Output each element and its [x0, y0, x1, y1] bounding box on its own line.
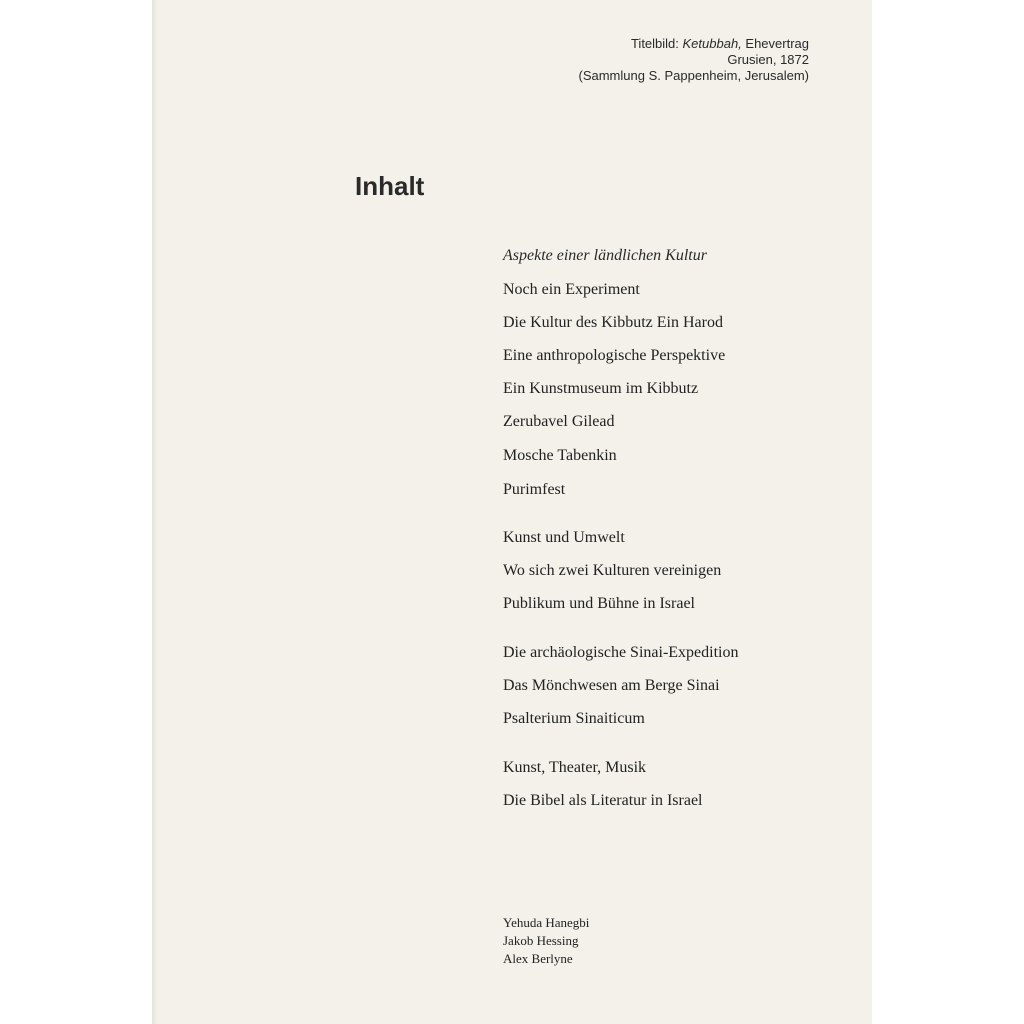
- caption-prefix: Titelbild:: [630, 36, 683, 51]
- toc-title: Kunst und Umwelt: [503, 529, 625, 546]
- toc-title: Ein Kunstmuseum im Kibbutz: [503, 380, 699, 397]
- toc-title: Kunst, Theater, Musik: [503, 759, 647, 776]
- toc-title: Das Mönchwesen am Berge Sinai: [503, 677, 720, 694]
- page-edge-shadow: [152, 0, 158, 1024]
- toc-title: Publikum und Bühne in Israel: [503, 595, 695, 612]
- toc-title: Eine anthropologische Perspektive: [503, 347, 726, 364]
- cover-caption: [579, 36, 810, 84]
- caption-line-3: (Sammlung S. Pappenheim, Jerusalem): [578, 68, 809, 83]
- page-title: Inhalt: [355, 171, 425, 201]
- toc-title: Die Bibel als Literatur in Israel: [503, 792, 703, 809]
- caption-line-2: Grusien, 1872: [727, 52, 809, 67]
- toc-title: Zerubavel Gilead: [503, 413, 615, 430]
- page: [152, 0, 872, 1024]
- caption-line-1: [579, 36, 810, 52]
- caption-italic: Ketubbah,: [682, 36, 742, 51]
- toc-title: Psalterium Sinaiticum: [503, 710, 645, 727]
- toc-title: Die Kultur des Kibbutz Ein Harod: [503, 314, 723, 331]
- credit-name: Alex Berlyne: [503, 951, 573, 966]
- credit-name: Yehuda Hanegbi: [503, 915, 590, 930]
- toc-title: Mosche Tabenkin: [503, 447, 617, 464]
- toc-title: Wo sich zwei Kulturen vereinigen: [503, 562, 722, 579]
- toc-title: Die archäologische Sinai-Expedition: [503, 644, 739, 661]
- credit-name: Jakob Hessing: [503, 933, 579, 948]
- toc-title: Noch ein Experiment: [503, 281, 640, 298]
- section-header: Aspekte einer ländlichen Kultur: [503, 247, 707, 264]
- caption-suffix: Ehevertrag: [741, 36, 809, 51]
- toc-title: Purimfest: [503, 481, 566, 498]
